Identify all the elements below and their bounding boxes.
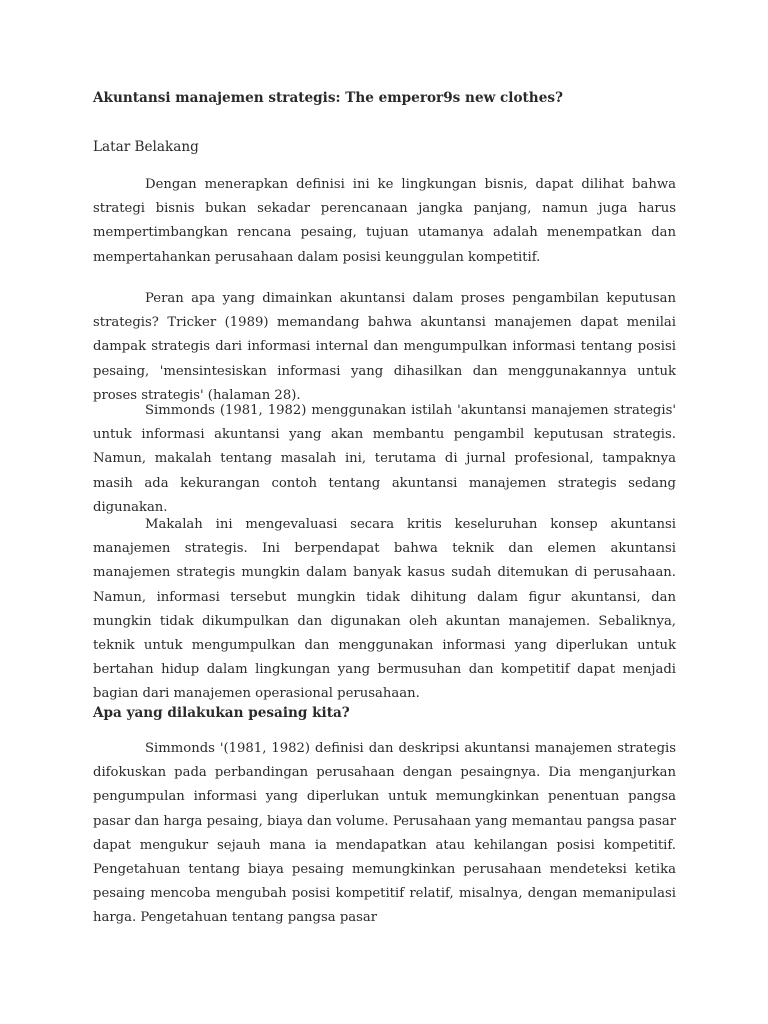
paragraph-4: Makalah ini mengevaluasi secara kritis keseluruhan konsep akuntansi manajemen strategis. Ini berpendapat bahwa teknik dan elemen akuntansi manajemen strategis mungkin dalam banyak kasus sudah ditemukan di perusahaan. Namun, informasi tersebut mungkin tidak dihitung dalam figur akuntansi, dan mungkin tidak dikumpulkan dan digunakan oleh akuntan manajemen. Sebaliknya, teknik untuk mengumpulkan dan menggunakan informasi yang diperlukan untuk bertahan hidup dalam lingkungan yang bermusuhan dan kompetitif dapat menjadi bagian dari manajemen operasional perusahaan. [93, 517, 676, 702]
section-heading-latar-belakang: Latar Belakang [93, 139, 199, 155]
document-title: Akuntansi manajemen strategis: The emperor9s new clothes? [93, 90, 563, 106]
paragraph-3: Simmonds (1981, 1982) menggunakan istilah 'akuntansi manajemen strategis' untuk informasi akuntansi yang akan membantu pengambil keputusan strategis. Namun, makalah tentang masalah ini, terutama di jurnal profesional, tampaknya masih ada kekurangan contoh tentang akuntansi manajemen strategis sedang digunakan. [93, 403, 676, 515]
paragraph-2: Peran apa yang dimainkan akuntansi dalam proses pengambilan keputusan strategis? Tricker (1989) memandang bahwa akuntansi manajemen dapat menilai dampak strategis dari informasi internal dan mengumpulkan informasi tentang posisi pesaing, 'mensintesiskan informasi yang dihasilkan dan menggunakannya untuk proses strategis' (halaman 28). [93, 291, 676, 403]
section-heading-pesaing: Apa yang dilakukan pesaing kita? [93, 705, 350, 721]
paragraph-1: Dengan menerapkan definisi ini ke lingkungan bisnis, dapat dilihat bahwa strategi bisnis bukan sekadar perencanaan jangka panjang, namun juga harus mempertimbangkan rencana pesaing, tujuan utamanya adalah menempatkan dan mempertahankan perusahaan dalam posisi keunggulan kompetitif. [93, 177, 676, 265]
paragraph-5: Simmonds '(1981, 1982) definisi dan deskripsi akuntansi manajemen strategis difokuskan pada perbandingan perusahaan dengan pesaingnya. Dia menganjurkan pengumpulan informasi yang diperlukan untuk memungkinkan penentuan pangsa pasar dan harga pesaing, biaya dan volume. Perusahaan yang memantau pangsa pasar dapat mengukur sejauh mana ia mendapatkan atau kehilangan posisi kompetitif. Pengetahuan tentang biaya pesaing memungkinkan perusahaan mendeteksi ketika pesaing mencoba mengubah posisi kompetitif relatif, misalnya, dengan memanipulasi harga. Pengetahuan tentang pangsa pasar [93, 741, 676, 926]
